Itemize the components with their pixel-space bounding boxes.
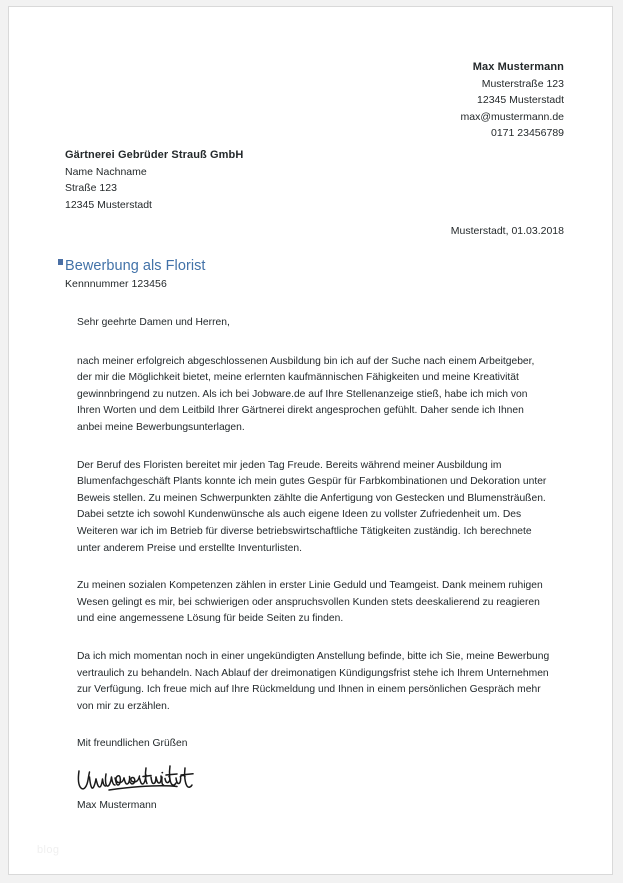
body-paragraph-4: Da ich mich momentan noch in einer ungekündigten Anstellung befinde, bitte ich Sie, meine Bewerbung vertraulich zu behandeln. Nach Ablauf der dreimonatigen Kündigungsfrist stehe ich Ihrem Unternehmen zur Verfügung. Ich freue mich auf Ihre Rückmeldung und Ihnen in einem persönlichen Gespräch mehr von mir zu erzählen.	[77, 650, 550, 712]
letter-sheet	[9, 7, 612, 874]
watermark-label: blog	[37, 844, 60, 856]
recipient-city: 12345 Musterstadt	[65, 198, 152, 211]
body-paragraph-1: nach meiner erfolgreich abgeschlossenen Ausbildung bin ich auf der Suche nach einem Arbeitgeber, der mir die Möglichkeit bietet, meine erlernten kaufmännischen Fähigkeiten und meine Kreativität gewinnbringend zu nutzen. Als ich bei Jobware.de auf Ihre Stellenanzeige stieß, habe ich mich von Ihren Worten und dem Leitbild Ihrer Gärtnerei direkt angesprochen gefühlt. Daher sende ich Ihnen anbei meine Bewerbungsunterlagen.	[77, 355, 535, 433]
recipient-contact: Name Nachname	[65, 165, 147, 178]
sender-email: max@mustermann.de	[460, 110, 564, 123]
square-bullet-icon	[58, 259, 63, 265]
sender-address-block	[461, 59, 564, 142]
subject-reference: Kennnummer 123456	[65, 278, 167, 290]
date-line: Musterstadt, 01.03.2018	[450, 225, 564, 237]
closing-salutation: Mit freundlichen Grüßen	[77, 738, 188, 750]
subject-title: Bewerbung als Florist	[65, 258, 206, 274]
sender-name: Max Mustermann	[472, 61, 564, 73]
body-paragraph-3: Zu meinen sozialen Kompetenzen zählen in erster Linie Geduld und Teamgeist. Dank meinem ruhigen Wesen gelingt es mir, bei schwierigen oder anspruchsvollen Kunden stets deeskalierend zu reagieren und eine angemessene Lösung für beide Seiten zu finden.	[77, 580, 543, 625]
sender-city: 12345 Musterstadt	[477, 94, 564, 106]
subject-row	[65, 257, 205, 275]
salutation: Sehr geehrte Damen und Herren,	[77, 317, 230, 328]
letter-page	[8, 6, 613, 875]
letter-body	[77, 315, 551, 753]
body-paragraph-2: Der Beruf des Floristen bereitet mir jeden Tag Freude. Bereits während meiner Ausbildung im Blumenfachgeschäft Plants konnte ich mein gutes Gespür für Farbkombinationen und Dekoration unter Beweis stellen. Zu meinen Schwerpunkten zählte die Anfertigung von Gestecken und Blumensträußen. Dabei setzte ich sowohl Kundenwünsche als auch eigene Ideen zu vollster Zufriedenheit um. Des Weiteren war ich im Betrieb für diverse betriebswirtschaftliche Tätigkeiten zuständig. Ich berechnete unter anderem Preise und erstellte Inventurlisten.	[77, 459, 547, 554]
recipient-address-block	[65, 147, 243, 213]
recipient-street: Straße 123	[65, 182, 117, 194]
handwritten-signature-icon	[75, 765, 215, 799]
sender-street: Musterstraße 123	[481, 77, 564, 90]
recipient-company: Gärtnerei Gebrüder Strauß GmbH	[65, 149, 244, 161]
signature-name: Max Mustermann	[77, 800, 157, 811]
subject-block	[65, 257, 205, 290]
sender-phone: 0171 23456789	[491, 127, 564, 139]
signature-block	[77, 765, 377, 811]
